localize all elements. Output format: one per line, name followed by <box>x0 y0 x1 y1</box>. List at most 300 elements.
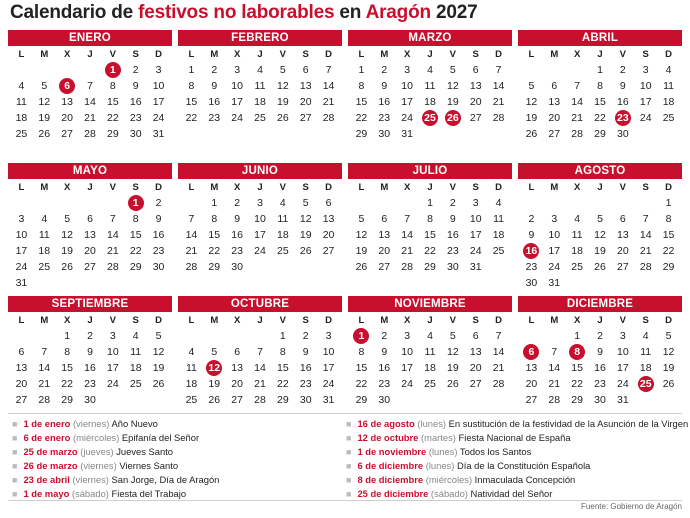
calendar-day <box>124 259 147 275</box>
calendar-day <box>543 392 566 408</box>
calendar-day <box>124 328 147 344</box>
calendar-day <box>56 344 79 360</box>
day-number: 23 <box>615 110 631 126</box>
calendar-day <box>350 344 373 360</box>
weekday-label: S <box>302 182 309 193</box>
day-number: 4 <box>665 64 672 76</box>
day-number: 28 <box>322 112 335 124</box>
holiday-name: En sustitución de la festividad de la Asunción de la Virgen <box>448 418 689 429</box>
calendar-day <box>249 227 272 243</box>
calendar-day <box>657 227 680 243</box>
calendar-day <box>543 243 566 259</box>
holiday-list-right <box>346 417 688 501</box>
calendar-day <box>543 360 566 376</box>
weekday-label: M <box>550 49 559 60</box>
day-number: 8 <box>358 80 365 92</box>
day-number: 19 <box>594 245 606 257</box>
calendar-day <box>373 328 396 344</box>
calendar-day <box>464 328 487 344</box>
calendar-day <box>543 78 566 94</box>
calendar-day <box>147 211 170 227</box>
day-number: 27 <box>525 394 538 406</box>
day-number: 3 <box>619 330 626 342</box>
calendar-day <box>566 392 589 408</box>
calendar-day <box>79 110 102 126</box>
holiday-name: Viernes Santo <box>119 460 179 471</box>
day-number: 9 <box>381 346 388 358</box>
day-number: 23 <box>231 245 243 257</box>
day-number: 12 <box>447 346 459 358</box>
calendar-day <box>589 227 612 243</box>
day-number: 4 <box>642 330 649 342</box>
calendar-day <box>226 227 249 243</box>
weekday-label: J <box>427 182 433 193</box>
day-number: 13 <box>231 362 243 374</box>
day-number: 15 <box>61 362 73 374</box>
month-days <box>8 48 172 142</box>
calendar-day <box>124 78 147 94</box>
calendar-day <box>419 360 442 376</box>
calendar-day <box>520 110 543 126</box>
day-number: 8 <box>109 80 116 92</box>
month-days <box>178 314 342 408</box>
day-number: 1 <box>574 330 581 342</box>
month-days <box>8 181 172 291</box>
weekday-label: X <box>63 182 71 193</box>
calendar-day <box>271 211 294 227</box>
calendar-day <box>271 328 294 344</box>
day-number: 13 <box>469 80 482 92</box>
day-number: 2 <box>597 330 603 342</box>
day-number: 12 <box>38 96 51 108</box>
source-credit: Fuente: Gobierno de Aragón <box>581 502 682 511</box>
day-number: 26 <box>445 110 461 126</box>
calendar-day <box>487 211 510 227</box>
calendar-day <box>611 243 634 259</box>
holiday-item <box>12 417 219 431</box>
day-number: 30 <box>378 128 391 140</box>
calendar-day <box>10 78 33 94</box>
day-number: 28 <box>571 128 583 140</box>
holiday-list-left <box>12 417 219 501</box>
day-number: 31 <box>401 128 413 140</box>
calendar-day <box>350 110 373 126</box>
calendar-day <box>350 126 373 142</box>
day-number: 19 <box>152 362 165 374</box>
calendar-day <box>396 62 419 78</box>
weekday-label: S <box>132 315 139 326</box>
bullet-icon: ■ <box>346 461 352 471</box>
day-number: 17 <box>107 362 119 374</box>
holiday-day <box>419 110 442 126</box>
calendar-day <box>611 360 634 376</box>
calendar-day <box>271 62 294 78</box>
day-number: 5 <box>302 197 309 209</box>
day-number: 27 <box>469 112 482 124</box>
calendar-day <box>396 78 419 94</box>
calendar-day <box>464 243 487 259</box>
calendar-day <box>317 78 340 94</box>
month-julio <box>348 163 512 296</box>
calendar-day <box>543 126 566 142</box>
day-number: 26 <box>299 245 312 257</box>
calendar-day <box>419 62 442 78</box>
day-number: 2 <box>234 197 241 209</box>
calendar-day <box>611 227 634 243</box>
day-number: 16 <box>84 362 96 374</box>
calendar-day <box>543 259 566 275</box>
calendar-day <box>657 211 680 227</box>
day-number: 20 <box>299 96 312 108</box>
day-number: 7 <box>495 330 502 342</box>
weekday-label: X <box>63 49 71 60</box>
day-number: 11 <box>38 229 50 241</box>
calendar-day <box>33 360 56 376</box>
title-part-4: Aragón <box>365 2 431 23</box>
calendar-day <box>226 94 249 110</box>
day-number: 20 <box>84 245 96 257</box>
day-number: 3 <box>257 197 263 209</box>
bullet-icon: ■ <box>12 433 18 443</box>
holiday-item <box>12 487 219 501</box>
calendar-day <box>396 110 419 126</box>
day-number: 26 <box>525 128 538 140</box>
day-number: 23 <box>152 245 165 257</box>
calendar-day <box>487 110 510 126</box>
calendar-day <box>33 376 56 392</box>
calendar-day <box>203 227 226 243</box>
weekday-label: X <box>233 315 241 326</box>
bullet-icon: ■ <box>346 475 352 485</box>
weekday-label: J <box>597 49 603 60</box>
calendar-day <box>10 126 33 142</box>
calendar-day <box>543 211 566 227</box>
day-number: 26 <box>594 261 606 273</box>
calendar-day <box>56 227 79 243</box>
day-number: 3 <box>642 64 649 76</box>
title-part-5: 2027 <box>430 2 478 23</box>
holiday-weekday: (lunes) <box>417 418 447 429</box>
day-number: 18 <box>424 362 436 374</box>
day-number: 30 <box>84 394 96 406</box>
calendar-day <box>566 243 589 259</box>
weekday-label: L <box>188 49 195 60</box>
holiday-item <box>12 473 219 487</box>
calendar-day <box>33 78 56 94</box>
calendar-day <box>147 126 170 142</box>
calendar-day <box>566 360 589 376</box>
calendar-day <box>79 376 102 392</box>
day-number: 24 <box>401 378 413 390</box>
holiday-date: 23 de abril <box>23 474 70 485</box>
day-number: 9 <box>381 80 388 92</box>
calendar-day <box>56 243 79 259</box>
day-number: 29 <box>424 261 436 273</box>
calendar-day <box>226 62 249 78</box>
calendar-day <box>147 110 170 126</box>
calendar-day <box>203 259 226 275</box>
weekday-label: D <box>665 49 672 60</box>
day-number: 30 <box>617 128 629 140</box>
holiday-day <box>203 360 226 376</box>
calendar-day <box>373 376 396 392</box>
calendar-day <box>657 78 680 94</box>
calendar-day <box>350 360 373 376</box>
day-number: 6 <box>59 78 75 94</box>
calendar-day <box>101 243 124 259</box>
weekday-label: J <box>257 315 263 326</box>
day-number: 4 <box>18 80 25 92</box>
holiday-weekday: (miércoles) <box>425 474 473 485</box>
day-number: 25 <box>277 245 289 257</box>
month-header: OCTUBRE <box>178 296 342 312</box>
calendar-day <box>124 126 147 142</box>
day-number: 24 <box>15 261 28 273</box>
calendar-day <box>147 328 170 344</box>
empty-day <box>10 62 33 78</box>
calendar-day <box>101 344 124 360</box>
day-number: 3 <box>404 330 411 342</box>
day-number: 18 <box>662 96 675 108</box>
day-number: 7 <box>551 346 558 358</box>
day-number: 8 <box>64 346 71 358</box>
day-number: 28 <box>548 394 561 406</box>
holiday-item <box>346 417 688 431</box>
calendar-day <box>226 110 249 126</box>
day-number: 14 <box>639 229 652 241</box>
bullet-icon: ■ <box>346 419 352 429</box>
day-number: 9 <box>302 346 309 358</box>
weekday-label: X <box>573 315 581 326</box>
day-number: 5 <box>211 346 218 358</box>
day-number: 17 <box>401 96 413 108</box>
calendar-day <box>373 344 396 360</box>
bullet-icon: ■ <box>346 447 352 457</box>
day-number: 22 <box>208 245 221 257</box>
weekday-label: X <box>573 182 581 193</box>
day-number: 22 <box>277 378 289 390</box>
day-number: 13 <box>61 96 73 108</box>
calendar-day <box>373 211 396 227</box>
day-number: 11 <box>663 80 675 92</box>
day-number: 5 <box>449 330 456 342</box>
day-number: 14 <box>492 80 505 92</box>
calendar-day <box>180 344 203 360</box>
empty-day <box>566 62 589 78</box>
empty-day <box>10 195 33 211</box>
day-number: 11 <box>15 96 27 108</box>
weekday-label: S <box>472 182 479 193</box>
calendar-day <box>543 275 566 291</box>
day-number: 7 <box>325 64 332 76</box>
day-number: 8 <box>132 213 139 225</box>
day-number: 30 <box>129 128 142 140</box>
calendar-day <box>487 94 510 110</box>
day-number: 29 <box>571 394 583 406</box>
calendar-day <box>657 376 680 392</box>
empty-day <box>520 328 543 344</box>
day-number: 7 <box>41 346 48 358</box>
weekday-label: S <box>302 49 309 60</box>
day-number: 8 <box>597 80 603 92</box>
day-number: 25 <box>662 112 675 124</box>
calendar-day <box>124 243 147 259</box>
day-number: 27 <box>617 261 629 273</box>
calendar-grid <box>8 30 682 429</box>
title-part-3: en <box>334 2 366 23</box>
day-number: 29 <box>594 128 606 140</box>
calendar-day <box>589 259 612 275</box>
day-number: 3 <box>325 330 332 342</box>
calendar-day <box>589 94 612 110</box>
calendar-day <box>180 259 203 275</box>
calendar-day <box>79 328 102 344</box>
calendar-day <box>487 227 510 243</box>
day-number: 14 <box>84 96 96 108</box>
calendar-day <box>294 344 317 360</box>
calendar-day <box>441 360 464 376</box>
day-number: 21 <box>107 245 119 257</box>
holiday-item <box>346 473 688 487</box>
calendar-day <box>589 243 612 259</box>
day-number: 26 <box>447 378 459 390</box>
day-number: 7 <box>404 213 411 225</box>
day-number: 2 <box>155 197 162 209</box>
empty-day <box>226 328 249 344</box>
calendar-day <box>203 195 226 211</box>
calendar-day <box>566 328 589 344</box>
day-number: 29 <box>355 128 368 140</box>
calendar-day <box>79 243 102 259</box>
day-number: 21 <box>322 96 335 108</box>
day-number: 22 <box>594 112 606 124</box>
calendar-day <box>350 392 373 408</box>
calendar-day <box>634 243 657 259</box>
day-number: 13 <box>617 229 629 241</box>
day-number: 8 <box>188 80 195 92</box>
calendar-day <box>657 360 680 376</box>
month-header: ENERO <box>8 30 172 46</box>
day-number: 6 <box>551 80 558 92</box>
day-number: 20 <box>61 112 73 124</box>
weekday-label: J <box>597 315 603 326</box>
weekday-label: V <box>109 49 117 60</box>
calendar-day <box>180 110 203 126</box>
weekday-label: S <box>472 49 479 60</box>
month-header: SEPTIEMBRE <box>8 296 172 312</box>
calendar-day <box>373 227 396 243</box>
day-number: 10 <box>107 346 119 358</box>
day-number: 10 <box>617 346 629 358</box>
day-number: 12 <box>447 80 459 92</box>
day-number: 9 <box>619 80 626 92</box>
calendar-day <box>56 126 79 142</box>
calendar-day <box>79 259 102 275</box>
holiday-weekday: (viernes) <box>80 460 117 471</box>
day-number: 19 <box>61 245 73 257</box>
day-number: 7 <box>87 80 93 92</box>
holiday-date: 16 de agosto <box>357 418 415 429</box>
calendar-day <box>634 62 657 78</box>
day-number: 16 <box>523 243 539 259</box>
calendar-day <box>226 259 249 275</box>
day-number: 20 <box>548 112 561 124</box>
calendar-day <box>101 328 124 344</box>
calendar-day <box>271 78 294 94</box>
day-number: 16 <box>447 229 459 241</box>
empty-day <box>56 62 79 78</box>
calendar-day <box>33 243 56 259</box>
holiday-date: 25 de diciembre <box>357 488 429 499</box>
calendar-day <box>396 211 419 227</box>
day-number: 12 <box>594 229 606 241</box>
day-number: 12 <box>662 346 675 358</box>
day-number: 1 <box>358 64 365 76</box>
month-octubre <box>178 296 342 429</box>
day-number: 20 <box>469 362 482 374</box>
calendar-day <box>419 227 442 243</box>
day-number: 28 <box>401 261 413 273</box>
weekday-label: V <box>449 49 457 60</box>
calendar-day <box>180 243 203 259</box>
calendar-day <box>180 62 203 78</box>
month-mayo <box>8 163 172 296</box>
calendar-day <box>373 110 396 126</box>
day-number: 2 <box>132 64 139 76</box>
day-number: 6 <box>325 197 332 209</box>
day-number: 10 <box>322 346 335 358</box>
day-number: 16 <box>152 229 165 241</box>
day-number: 5 <box>155 330 162 342</box>
day-number: 26 <box>355 261 368 273</box>
day-number: 20 <box>525 378 538 390</box>
calendar-day <box>147 94 170 110</box>
day-number: 4 <box>41 213 48 225</box>
day-number: 22 <box>355 378 368 390</box>
calendar-day <box>271 195 294 211</box>
weekday-label: M <box>210 315 219 326</box>
holiday-name: Fiesta del Trabajo <box>111 488 187 499</box>
weekday-label: L <box>358 49 365 60</box>
month-days <box>178 48 342 126</box>
empty-day <box>520 195 543 211</box>
calendar-day <box>657 110 680 126</box>
day-number: 18 <box>38 245 51 257</box>
day-number: 23 <box>378 378 391 390</box>
calendar-day <box>271 110 294 126</box>
holiday-item <box>346 431 688 445</box>
day-number: 17 <box>401 362 413 374</box>
day-number: 12 <box>206 360 222 376</box>
calendar-day <box>464 94 487 110</box>
calendar-day <box>317 62 340 78</box>
calendar-day <box>373 392 396 408</box>
calendar-day <box>487 78 510 94</box>
calendar-day <box>10 392 33 408</box>
month-abril <box>518 30 682 163</box>
calendar-day <box>487 195 510 211</box>
day-number: 16 <box>231 229 243 241</box>
day-number: 8 <box>211 213 218 225</box>
calendar-day <box>634 227 657 243</box>
day-number: 9 <box>87 346 93 358</box>
empty-day <box>33 328 56 344</box>
calendar-day <box>56 392 79 408</box>
calendar-day <box>611 376 634 392</box>
weekday-label: V <box>279 49 287 60</box>
day-number: 24 <box>617 378 629 390</box>
weekday-label: D <box>155 49 162 60</box>
